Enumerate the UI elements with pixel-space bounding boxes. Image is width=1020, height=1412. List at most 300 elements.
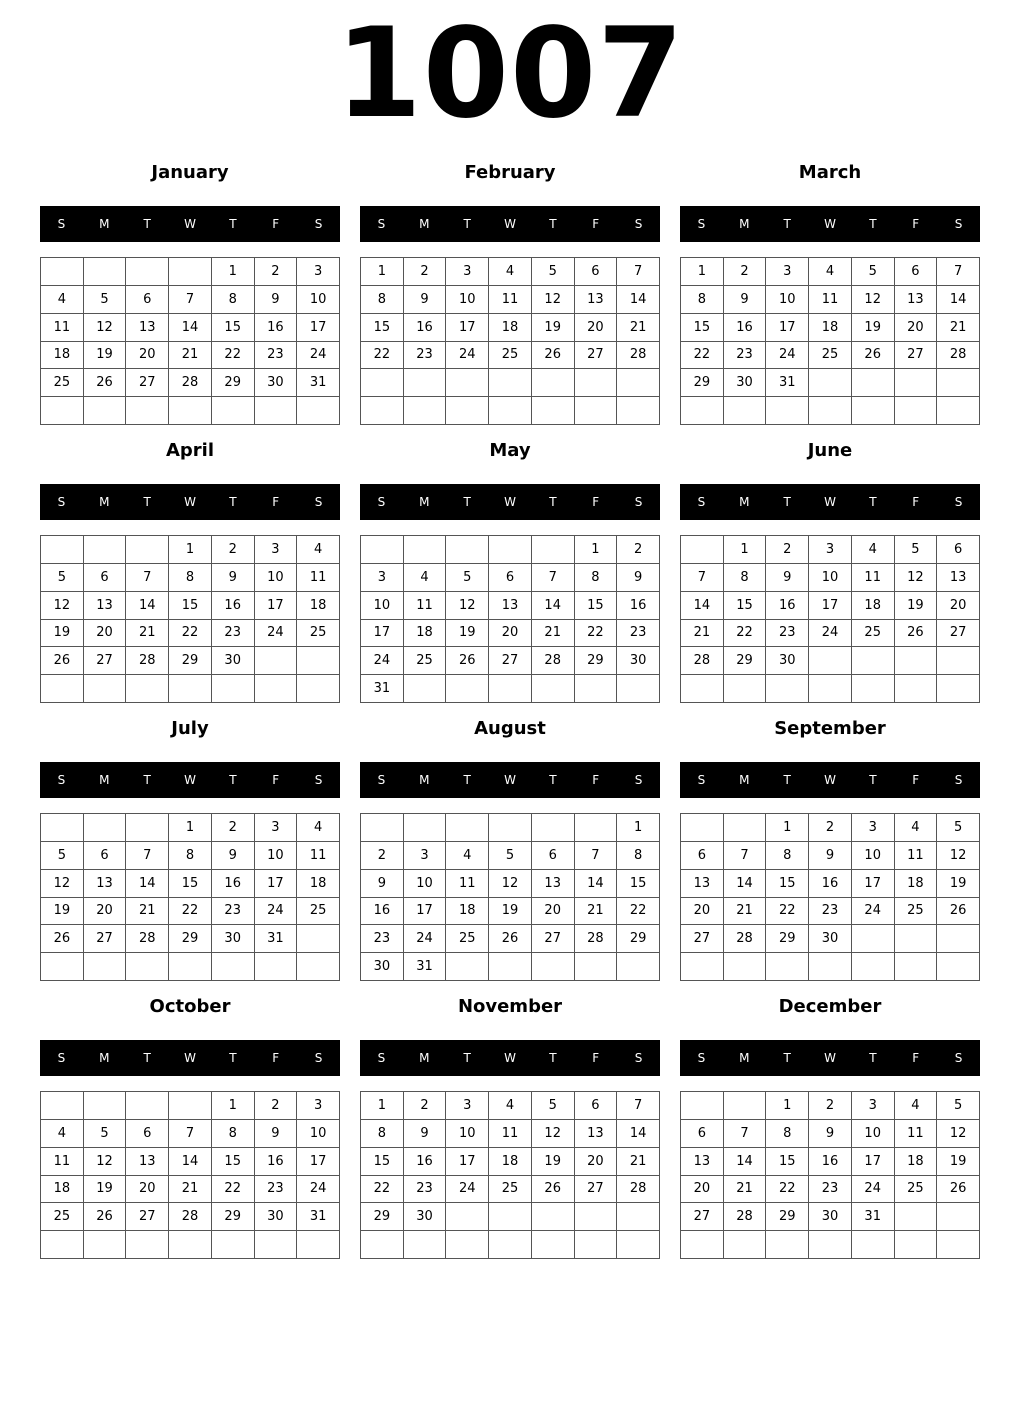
- month-title: November: [457, 996, 563, 1017]
- weekday-label: M: [99, 773, 110, 787]
- day-cell: 20: [126, 1176, 169, 1204]
- day-cell: 16: [361, 898, 404, 926]
- empty-day-cell: [255, 397, 298, 425]
- weekday-label: W: [824, 1051, 836, 1065]
- day-cell: 3: [446, 258, 489, 286]
- day-cell: 1: [212, 258, 255, 286]
- day-cell: 23: [809, 1176, 852, 1204]
- day-cell: 24: [766, 342, 809, 370]
- day-cell: 19: [41, 620, 84, 648]
- empty-day-cell: [446, 536, 489, 564]
- empty-day-cell: [255, 647, 298, 675]
- day-cell: 17: [255, 870, 298, 898]
- day-cell: 7: [126, 564, 169, 592]
- weekday-label: M: [739, 1051, 750, 1065]
- day-grid: [360, 813, 660, 981]
- empty-day-cell: [255, 675, 298, 703]
- day-cell: 6: [489, 564, 532, 592]
- day-cell: 24: [446, 342, 489, 370]
- day-cell: 29: [681, 369, 724, 397]
- day-cell: 21: [617, 1148, 660, 1176]
- weekday-label: S: [954, 495, 963, 509]
- day-cell: 2: [255, 1092, 298, 1120]
- day-cell: 24: [852, 1176, 895, 1204]
- day-cell: 13: [937, 564, 980, 592]
- day-cell: 18: [404, 620, 447, 648]
- empty-day-cell: [681, 1092, 724, 1120]
- day-cell: 16: [809, 870, 852, 898]
- day-cell: 10: [361, 592, 404, 620]
- empty-day-cell: [297, 647, 340, 675]
- weekday-label: T: [783, 1051, 791, 1065]
- day-cell: 18: [852, 592, 895, 620]
- day-grid: [360, 257, 660, 425]
- empty-day-cell: [937, 647, 980, 675]
- day-cell: 17: [404, 898, 447, 926]
- day-cell: 25: [489, 342, 532, 370]
- day-cell: 2: [404, 1092, 447, 1120]
- day-cell: 13: [126, 314, 169, 342]
- day-cell: 9: [255, 286, 298, 314]
- day-cell: 4: [41, 1120, 84, 1148]
- day-cell: 26: [41, 925, 84, 953]
- day-cell: 9: [404, 1120, 447, 1148]
- empty-day-cell: [895, 1231, 938, 1259]
- day-cell: 23: [361, 925, 404, 953]
- weekday-label: F: [272, 773, 280, 787]
- empty-day-cell: [84, 536, 127, 564]
- day-cell: 5: [41, 842, 84, 870]
- day-cell: 31: [361, 675, 404, 703]
- day-cell: 10: [852, 1120, 895, 1148]
- empty-day-cell: [361, 397, 404, 425]
- day-cell: 16: [255, 314, 298, 342]
- day-cell: 16: [212, 592, 255, 620]
- empty-day-cell: [489, 1231, 532, 1259]
- day-cell: 21: [126, 620, 169, 648]
- weekday-label: T: [143, 217, 151, 231]
- day-cell: 22: [361, 342, 404, 370]
- empty-day-cell: [852, 397, 895, 425]
- empty-day-cell: [681, 536, 724, 564]
- day-cell: 30: [212, 647, 255, 675]
- day-cell: 22: [766, 1176, 809, 1204]
- day-cell: 10: [446, 286, 489, 314]
- weekday-label: F: [912, 773, 920, 787]
- empty-day-cell: [404, 536, 447, 564]
- weekday-label: S: [314, 1051, 323, 1065]
- day-cell: 12: [937, 1120, 980, 1148]
- day-cell: 10: [404, 870, 447, 898]
- day-cell: 28: [169, 369, 212, 397]
- day-cell: 30: [255, 1203, 298, 1231]
- empty-day-cell: [41, 1092, 84, 1120]
- day-cell: 19: [937, 1148, 980, 1176]
- day-cell: 4: [895, 1092, 938, 1120]
- day-cell: 25: [895, 1176, 938, 1204]
- day-cell: 17: [852, 1148, 895, 1176]
- empty-day-cell: [809, 953, 852, 981]
- weekday-label: W: [504, 1051, 516, 1065]
- empty-day-cell: [809, 675, 852, 703]
- empty-day-cell: [895, 925, 938, 953]
- empty-day-cell: [724, 1231, 767, 1259]
- empty-day-cell: [575, 953, 618, 981]
- empty-day-cell: [297, 953, 340, 981]
- empty-day-cell: [575, 1231, 618, 1259]
- day-cell: 3: [361, 564, 404, 592]
- day-cell: 20: [895, 314, 938, 342]
- weekday-label: M: [419, 1051, 430, 1065]
- day-cell: 28: [724, 1203, 767, 1231]
- empty-day-cell: [446, 1203, 489, 1231]
- month-march: [680, 160, 980, 430]
- empty-day-cell: [766, 953, 809, 981]
- weekday-label: S: [314, 495, 323, 509]
- day-grid: [40, 257, 340, 425]
- day-cell: 7: [724, 842, 767, 870]
- day-cell: 13: [681, 870, 724, 898]
- day-cell: 12: [895, 564, 938, 592]
- weekday-label: W: [504, 217, 516, 231]
- weekday-label: T: [463, 1051, 471, 1065]
- empty-day-cell: [617, 397, 660, 425]
- month-title: July: [171, 718, 209, 739]
- day-cell: 18: [297, 592, 340, 620]
- day-cell: 7: [532, 564, 575, 592]
- day-cell: 23: [766, 620, 809, 648]
- day-cell: 21: [724, 898, 767, 926]
- day-cell: 29: [361, 1203, 404, 1231]
- empty-day-cell: [532, 675, 575, 703]
- day-cell: 25: [41, 369, 84, 397]
- day-cell: 4: [489, 258, 532, 286]
- day-cell: 1: [169, 536, 212, 564]
- day-cell: 27: [681, 1203, 724, 1231]
- day-cell: 20: [681, 898, 724, 926]
- empty-day-cell: [681, 953, 724, 981]
- weekday-label: T: [549, 217, 557, 231]
- month-august: [360, 716, 660, 986]
- empty-day-cell: [681, 814, 724, 842]
- empty-day-cell: [41, 814, 84, 842]
- day-cell: 16: [617, 592, 660, 620]
- day-cell: 26: [895, 620, 938, 648]
- day-cell: 16: [404, 314, 447, 342]
- weekday-label: S: [377, 217, 386, 231]
- day-cell: 27: [84, 925, 127, 953]
- weekday-label: F: [592, 495, 600, 509]
- weekday-label: M: [739, 773, 750, 787]
- empty-day-cell: [766, 397, 809, 425]
- day-cell: 30: [766, 647, 809, 675]
- day-cell: 9: [212, 842, 255, 870]
- day-cell: 30: [361, 953, 404, 981]
- empty-day-cell: [446, 675, 489, 703]
- day-cell: 12: [84, 1148, 127, 1176]
- empty-day-cell: [212, 397, 255, 425]
- day-cell: 20: [937, 592, 980, 620]
- empty-day-cell: [41, 953, 84, 981]
- empty-day-cell: [446, 953, 489, 981]
- day-grid: [40, 813, 340, 981]
- weekday-header: [360, 206, 660, 242]
- day-cell: 27: [126, 1203, 169, 1231]
- day-cell: 10: [809, 564, 852, 592]
- empty-day-cell: [937, 1203, 980, 1231]
- day-cell: 20: [681, 1176, 724, 1204]
- weekday-label: M: [419, 217, 430, 231]
- day-cell: 15: [724, 592, 767, 620]
- day-cell: 24: [404, 925, 447, 953]
- day-cell: 27: [937, 620, 980, 648]
- day-cell: 11: [809, 286, 852, 314]
- weekday-label: M: [419, 773, 430, 787]
- empty-day-cell: [41, 258, 84, 286]
- day-cell: 13: [532, 870, 575, 898]
- empty-day-cell: [126, 258, 169, 286]
- month-title: September: [774, 718, 886, 739]
- day-cell: 27: [84, 647, 127, 675]
- weekday-label: S: [954, 217, 963, 231]
- day-cell: 8: [575, 564, 618, 592]
- weekday-label: S: [954, 773, 963, 787]
- weekday-label: S: [697, 1051, 706, 1065]
- day-cell: 7: [169, 286, 212, 314]
- day-cell: 1: [681, 258, 724, 286]
- day-cell: 9: [212, 564, 255, 592]
- month-title: April: [165, 440, 215, 461]
- empty-day-cell: [489, 536, 532, 564]
- empty-day-cell: [489, 369, 532, 397]
- weekday-label: M: [99, 495, 110, 509]
- weekday-label: T: [143, 1051, 151, 1065]
- empty-day-cell: [404, 814, 447, 842]
- day-cell: 25: [41, 1203, 84, 1231]
- day-cell: 28: [617, 342, 660, 370]
- weekday-label: F: [272, 1051, 280, 1065]
- day-cell: 14: [617, 286, 660, 314]
- weekday-header: [360, 762, 660, 798]
- day-cell: 2: [724, 258, 767, 286]
- day-cell: 17: [297, 1148, 340, 1176]
- weekday-header: [40, 1040, 340, 1076]
- day-cell: 17: [255, 592, 298, 620]
- empty-day-cell: [895, 953, 938, 981]
- day-cell: 28: [126, 925, 169, 953]
- day-cell: 22: [169, 620, 212, 648]
- weekday-label: F: [272, 495, 280, 509]
- empty-day-cell: [489, 953, 532, 981]
- day-cell: 13: [126, 1148, 169, 1176]
- weekday-header: [360, 484, 660, 520]
- empty-day-cell: [766, 675, 809, 703]
- day-cell: 18: [41, 1176, 84, 1204]
- day-cell: 22: [169, 898, 212, 926]
- day-cell: 23: [212, 620, 255, 648]
- day-cell: 14: [681, 592, 724, 620]
- day-cell: 25: [489, 1176, 532, 1204]
- weekday-label: S: [697, 495, 706, 509]
- day-cell: 7: [169, 1120, 212, 1148]
- weekday-label: S: [314, 773, 323, 787]
- day-cell: 25: [852, 620, 895, 648]
- day-cell: 1: [169, 814, 212, 842]
- empty-day-cell: [126, 953, 169, 981]
- day-cell: 14: [169, 1148, 212, 1176]
- weekday-label: F: [912, 217, 920, 231]
- day-cell: 3: [255, 536, 298, 564]
- empty-day-cell: [937, 369, 980, 397]
- empty-day-cell: [575, 397, 618, 425]
- empty-day-cell: [617, 675, 660, 703]
- month-title: December: [778, 996, 882, 1017]
- weekday-label: S: [314, 217, 323, 231]
- day-cell: 24: [255, 898, 298, 926]
- day-cell: 17: [446, 1148, 489, 1176]
- day-cell: 23: [617, 620, 660, 648]
- day-cell: 11: [404, 592, 447, 620]
- empty-day-cell: [404, 1231, 447, 1259]
- weekday-label: T: [229, 217, 237, 231]
- day-cell: 8: [766, 842, 809, 870]
- day-cell: 26: [489, 925, 532, 953]
- day-cell: 30: [255, 369, 298, 397]
- month-july: [40, 716, 340, 986]
- day-cell: 19: [84, 1176, 127, 1204]
- weekday-label: T: [549, 773, 557, 787]
- day-cell: 12: [489, 870, 532, 898]
- day-cell: 6: [937, 536, 980, 564]
- empty-day-cell: [489, 1203, 532, 1231]
- empty-day-cell: [446, 369, 489, 397]
- day-cell: 6: [84, 564, 127, 592]
- day-cell: 23: [809, 898, 852, 926]
- day-cell: 21: [575, 898, 618, 926]
- day-cell: 21: [126, 898, 169, 926]
- day-cell: 11: [852, 564, 895, 592]
- day-cell: 26: [41, 647, 84, 675]
- empty-day-cell: [41, 1231, 84, 1259]
- day-cell: 12: [84, 314, 127, 342]
- day-cell: 14: [937, 286, 980, 314]
- day-cell: 21: [532, 620, 575, 648]
- day-cell: 4: [489, 1092, 532, 1120]
- day-cell: 11: [446, 870, 489, 898]
- empty-day-cell: [84, 814, 127, 842]
- empty-day-cell: [126, 536, 169, 564]
- day-cell: 22: [212, 1176, 255, 1204]
- day-cell: 24: [852, 898, 895, 926]
- month-may: [360, 438, 660, 708]
- day-cell: 6: [84, 842, 127, 870]
- weekday-label: S: [57, 1051, 66, 1065]
- empty-day-cell: [489, 814, 532, 842]
- day-cell: 17: [446, 314, 489, 342]
- day-cell: 7: [937, 258, 980, 286]
- weekday-label: M: [419, 495, 430, 509]
- day-cell: 2: [404, 258, 447, 286]
- day-cell: 31: [297, 1203, 340, 1231]
- day-cell: 21: [937, 314, 980, 342]
- empty-day-cell: [297, 675, 340, 703]
- weekday-label: W: [184, 495, 196, 509]
- empty-day-cell: [724, 675, 767, 703]
- day-cell: 2: [255, 258, 298, 286]
- day-cell: 2: [617, 536, 660, 564]
- day-cell: 20: [84, 620, 127, 648]
- day-cell: 20: [575, 1148, 618, 1176]
- empty-day-cell: [169, 675, 212, 703]
- empty-day-cell: [169, 1231, 212, 1259]
- day-cell: 7: [617, 258, 660, 286]
- day-cell: 26: [532, 342, 575, 370]
- empty-day-cell: [297, 397, 340, 425]
- day-cell: 8: [724, 564, 767, 592]
- day-cell: 29: [169, 925, 212, 953]
- day-cell: 8: [212, 286, 255, 314]
- day-cell: 5: [41, 564, 84, 592]
- day-cell: 23: [212, 898, 255, 926]
- day-cell: 9: [809, 842, 852, 870]
- day-cell: 31: [404, 953, 447, 981]
- weekday-label: S: [377, 1051, 386, 1065]
- weekday-label: S: [697, 217, 706, 231]
- day-cell: 9: [809, 1120, 852, 1148]
- empty-day-cell: [895, 397, 938, 425]
- weekday-header: [680, 484, 980, 520]
- day-cell: 19: [41, 898, 84, 926]
- day-cell: 9: [361, 870, 404, 898]
- empty-day-cell: [532, 369, 575, 397]
- empty-day-cell: [809, 397, 852, 425]
- month-title: March: [798, 162, 862, 183]
- weekday-label: S: [954, 1051, 963, 1065]
- empty-day-cell: [575, 369, 618, 397]
- day-cell: 17: [361, 620, 404, 648]
- empty-day-cell: [809, 369, 852, 397]
- day-cell: 3: [297, 1092, 340, 1120]
- weekday-label: T: [463, 773, 471, 787]
- day-cell: 8: [681, 286, 724, 314]
- weekday-label: S: [634, 773, 643, 787]
- day-cell: 19: [895, 592, 938, 620]
- weekday-label: T: [143, 495, 151, 509]
- empty-day-cell: [809, 1231, 852, 1259]
- day-cell: 6: [575, 1092, 618, 1120]
- empty-day-cell: [169, 258, 212, 286]
- weekday-label: W: [184, 773, 196, 787]
- day-cell: 17: [809, 592, 852, 620]
- day-cell: 23: [255, 342, 298, 370]
- weekday-label: T: [869, 773, 877, 787]
- day-cell: 30: [212, 925, 255, 953]
- month-title: August: [474, 718, 546, 739]
- day-cell: 6: [532, 842, 575, 870]
- day-cell: 29: [766, 925, 809, 953]
- day-cell: 21: [617, 314, 660, 342]
- weekday-label: F: [272, 217, 280, 231]
- day-cell: 27: [489, 647, 532, 675]
- day-cell: 8: [212, 1120, 255, 1148]
- day-cell: 29: [575, 647, 618, 675]
- day-cell: 3: [255, 814, 298, 842]
- empty-day-cell: [895, 369, 938, 397]
- day-cell: 1: [766, 1092, 809, 1120]
- empty-day-cell: [724, 814, 767, 842]
- day-grid: [360, 535, 660, 703]
- day-cell: 19: [532, 314, 575, 342]
